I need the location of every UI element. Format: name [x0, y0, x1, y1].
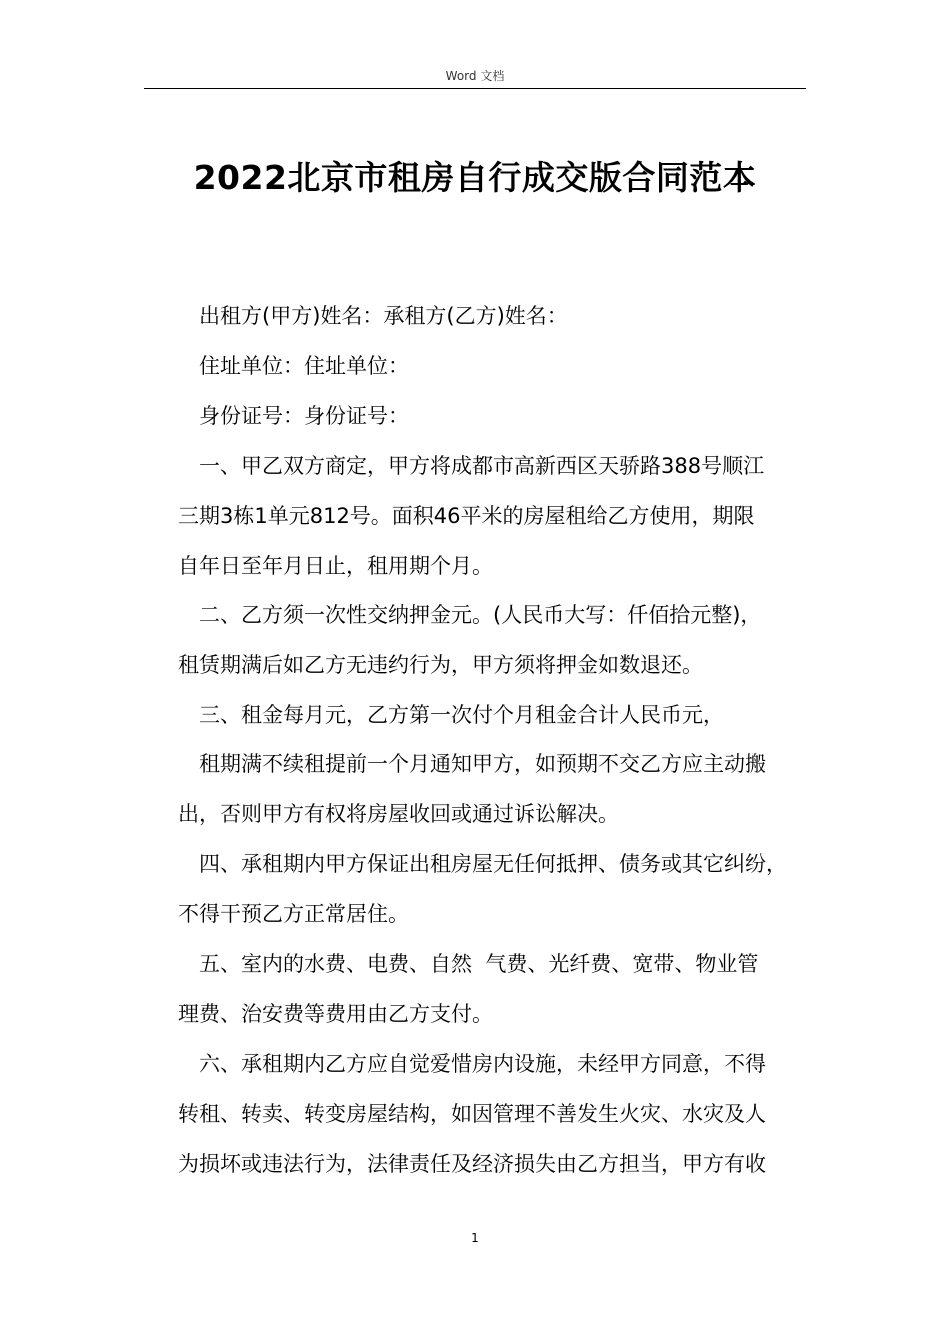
clause-3-line-1: 三、租金每月元，乙方第一次付个月租金合计人民币元， [199, 703, 724, 727]
document-title: 2022北京市租房自行成交版合同范本 [193, 158, 757, 197]
page-number: 1 [471, 1231, 479, 1245]
id-number-line: 身份证号：身份证号： [199, 404, 409, 428]
clause-1-line-2: 三期3栋1单元812号。面积46平米的房屋租给乙方使用，期限 [178, 504, 755, 528]
clause-6-line-1: 六、承租期内乙方应自觉爱惜房内设施，未经甲方同意，不得 [199, 1052, 766, 1076]
clause-6-line-2: 转租、转卖、转变房屋结构，如因管理不善发生火灾、水灾及人 [178, 1102, 766, 1126]
clause-5-line-2: 理费、治安费等费用由乙方支付。 [178, 1002, 493, 1026]
parties-name-line: 出租方(甲方)姓名：承租方(乙方)姓名： [199, 304, 568, 328]
clause-3-line-3: 出，否则甲方有权将房屋收回或通过诉讼解决。 [178, 802, 619, 826]
clause-5-line-1: 五、室内的水费、电费、自然 气费、光纤费、宽带、物业管 [199, 952, 759, 976]
header-divider [144, 88, 806, 89]
clause-2-line-1: 二、乙方须一次性交纳押金元。(人民币大写：仟佰拾元整)， [199, 603, 762, 627]
clause-3-line-2: 租期满不续租提前一个月通知甲方，如预期不交乙方应主动搬 [199, 752, 766, 776]
address-line: 住址单位：住址单位： [199, 354, 409, 378]
header-label: Word 文档 [445, 69, 505, 83]
clause-1-line-1: 一、甲乙双方商定，甲方将成都市高新西区天骄路388号顺江 [199, 454, 765, 478]
clause-6-line-3: 为损坏或违法行为，法律责任及经济损失由乙方担当，甲方有收 [178, 1152, 766, 1176]
clause-1-line-3: 自年日至年月日止，租用期个月。 [178, 554, 493, 578]
clause-4-line-2: 不得干预乙方正常居住。 [178, 902, 409, 926]
clause-4-line-1: 四、承租期内甲方保证出租房屋无任何抵押、债务或其它纠纷， [199, 852, 787, 876]
clause-2-line-2: 租赁期满后如乙方无违约行为，甲方须将押金如数退还。 [178, 653, 703, 677]
